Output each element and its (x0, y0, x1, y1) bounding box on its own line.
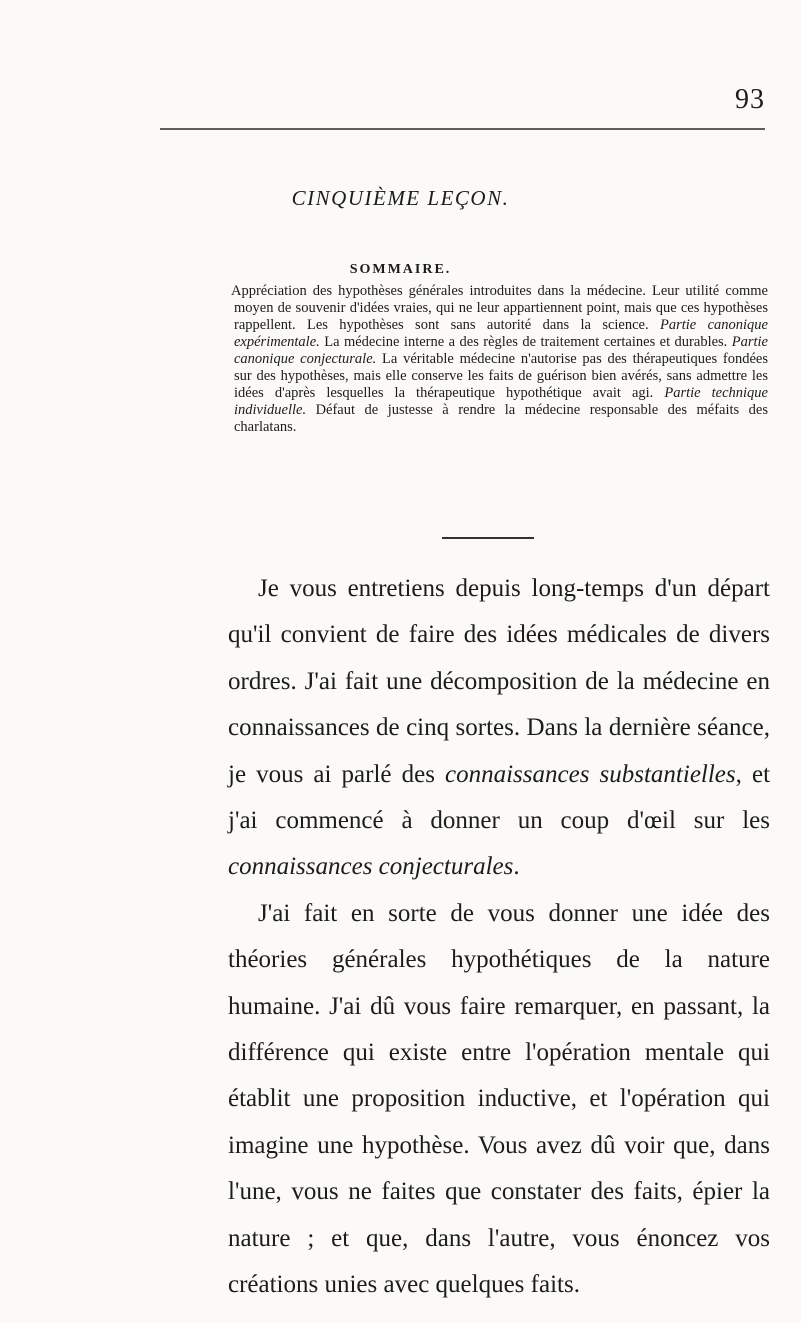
summary-paragraph (228, 283, 768, 436)
summary-heading: SOMMAIRE. (349, 262, 452, 277)
chapter-title: CINQUIÈME LEÇON. (291, 186, 510, 210)
body-text-3: . (513, 853, 520, 881)
body-paragraph-2: J'ai fait en sorte de vous donner une idée des théories générales hypothétiques de la nature humaine. J'ai dû vous faire remarquer, en passant, la différence qui existe entre l'opération mentale qui établit une proposition inductive, et l'opération qui imagine une hypothèse. Vous avez dû voir que, dans l'une, vous ne faites que constater des faits, épier la nature ; et que, dans l'autre, vous énoncez vos créations unies avec quelques faits. (228, 899, 770, 1299)
section-separator (442, 537, 534, 539)
summary-text-3: La véritable médecine n'autorise pas des thérapeutiques fondées sur des hypothèses, mais elle conserve les faits de guérison bien avérés, sans admettre les idées d'après lesquelles la thérapeutique hypothétique avait agi. (234, 351, 768, 401)
body-text (228, 566, 770, 1309)
summary-section-label-1: Partie canonique expérimentale. (234, 317, 768, 350)
page-number: 93 (735, 84, 765, 115)
body-emphasis-1: connaissances substantielles (445, 760, 736, 788)
body-text-1: Je vous entretiens depuis long-temps d'un départ qu'il convient de faire des idées médicales de divers ordres. J'ai fait une décomposition de la médecine en connaissances de cinq sortes. Dans la dernière séance, je vous ai parlé des (228, 575, 770, 788)
header-rule (160, 128, 765, 130)
summary (228, 283, 768, 436)
body-emphasis-2: connaissances conjecturales (228, 853, 514, 881)
body-text-2: , et j'ai commencé à donner un coup d'œil sur les (228, 760, 771, 835)
summary-section-label-3: Partie technique individuelle. (234, 385, 768, 418)
summary-text-1: Appréciation des hypothèses générales introduites dans la médecine. Leur utilité comme moyen de souvenir d'idées vraies, qui ne leur appartiennent point, mais que ces hypothèses rappellent. Les hypothèses sont sans autorité dans la science. (231, 283, 768, 333)
summary-section-label-2: Partie canonique conjecturale. (234, 334, 768, 367)
summary-text-4: Défaut de justesse à rendre la médecine responsable des méfaits des charlatans. (234, 402, 768, 435)
summary-text-2: La médecine interne a des règles de traitement certaines et durables. (319, 334, 732, 350)
body-paragraph-1 (228, 566, 770, 891)
